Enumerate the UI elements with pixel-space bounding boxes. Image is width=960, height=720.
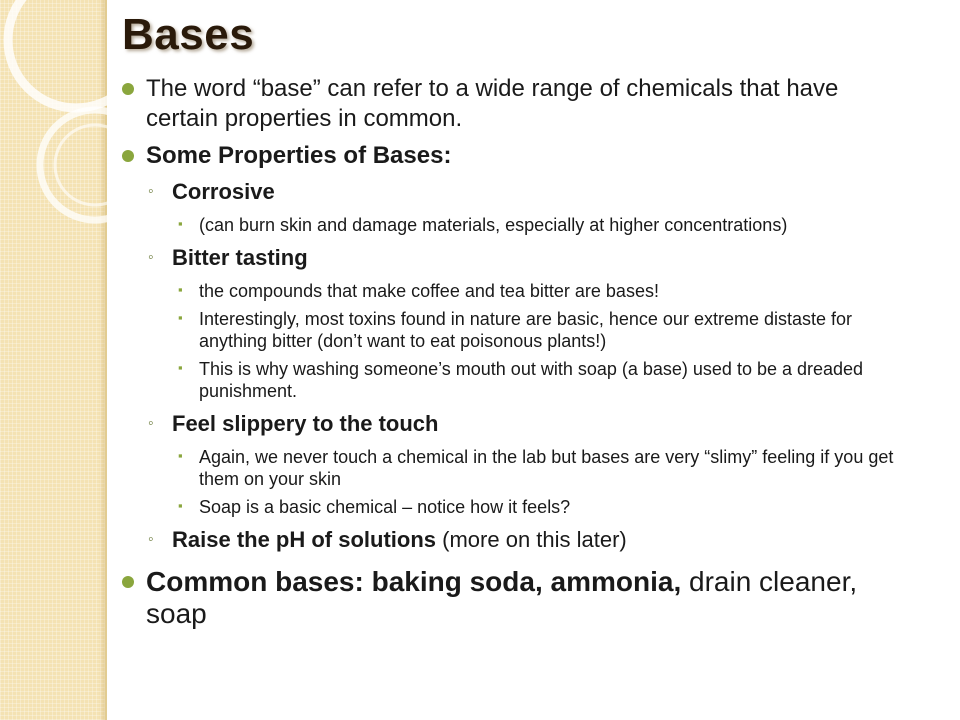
property-item xyxy=(122,526,902,554)
property-detail xyxy=(122,280,902,302)
property-detail xyxy=(122,358,902,402)
common-bases-rest: drain cleaner, soap xyxy=(146,566,858,629)
detail-text: Again, we never touch a chemical in the lab but bases are very “slimy” feeling if you get them on your skin xyxy=(199,447,894,489)
filled-circle-bullet-icon xyxy=(122,83,134,95)
property-detail xyxy=(122,308,902,352)
detail-text: This is why washing someone’s mouth out with soap (a base) used to be a dreaded punishment. xyxy=(199,359,864,401)
property-detail xyxy=(122,446,902,490)
bullet-text: The word “base” can refer to a wide range of chemicals that have certain properties in common. xyxy=(146,75,839,132)
hollow-circle-bullet-icon: ◦ xyxy=(148,183,154,200)
common-bases-bold: Common bases: baking soda, ammonia, xyxy=(146,566,682,597)
property-item xyxy=(122,410,902,438)
detail-text: Soap is a basic chemical – notice how it feels? xyxy=(199,497,571,517)
small-dot-bullet-icon: ▪ xyxy=(178,282,183,297)
detail-text: Interestingly, most toxins found in nature are basic, hence our extreme distaste for anything bitter (don’t want to eat poisonous plants!) xyxy=(199,309,853,351)
slide-content xyxy=(122,74,902,630)
slide-title: Bases xyxy=(122,10,255,59)
property-item xyxy=(122,244,902,272)
small-dot-bullet-icon: ▪ xyxy=(178,498,183,513)
small-dot-bullet-icon: ▪ xyxy=(178,448,183,463)
hollow-circle-bullet-icon: ◦ xyxy=(148,249,154,266)
small-dot-bullet-icon: ▪ xyxy=(178,310,183,325)
property-label: Corrosive xyxy=(172,179,275,204)
property-label: Bitter tasting xyxy=(172,245,308,270)
bullet-common-bases xyxy=(122,566,902,630)
property-label: Raise the pH of solutions xyxy=(172,527,437,552)
filled-circle-bullet-icon xyxy=(122,576,134,588)
bullet-intro xyxy=(122,74,902,134)
property-detail xyxy=(122,214,902,236)
bullet-text: Some Properties of Bases: xyxy=(146,142,452,169)
property-label-extra: (more on this later) xyxy=(436,527,627,552)
small-dot-bullet-icon: ▪ xyxy=(178,216,183,231)
detail-text: the compounds that make coffee and tea bitter are bases! xyxy=(199,281,659,301)
detail-text: (can burn skin and damage materials, especially at higher concentrations) xyxy=(199,215,788,235)
hollow-circle-bullet-icon: ◦ xyxy=(148,531,154,548)
property-item xyxy=(122,178,902,206)
property-label: Feel slippery to the touch xyxy=(172,411,439,436)
property-detail xyxy=(122,496,902,518)
hollow-circle-bullet-icon: ◦ xyxy=(148,415,154,432)
bullet-properties-heading xyxy=(122,141,902,171)
filled-circle-bullet-icon xyxy=(122,150,134,162)
small-dot-bullet-icon: ▪ xyxy=(178,360,183,375)
